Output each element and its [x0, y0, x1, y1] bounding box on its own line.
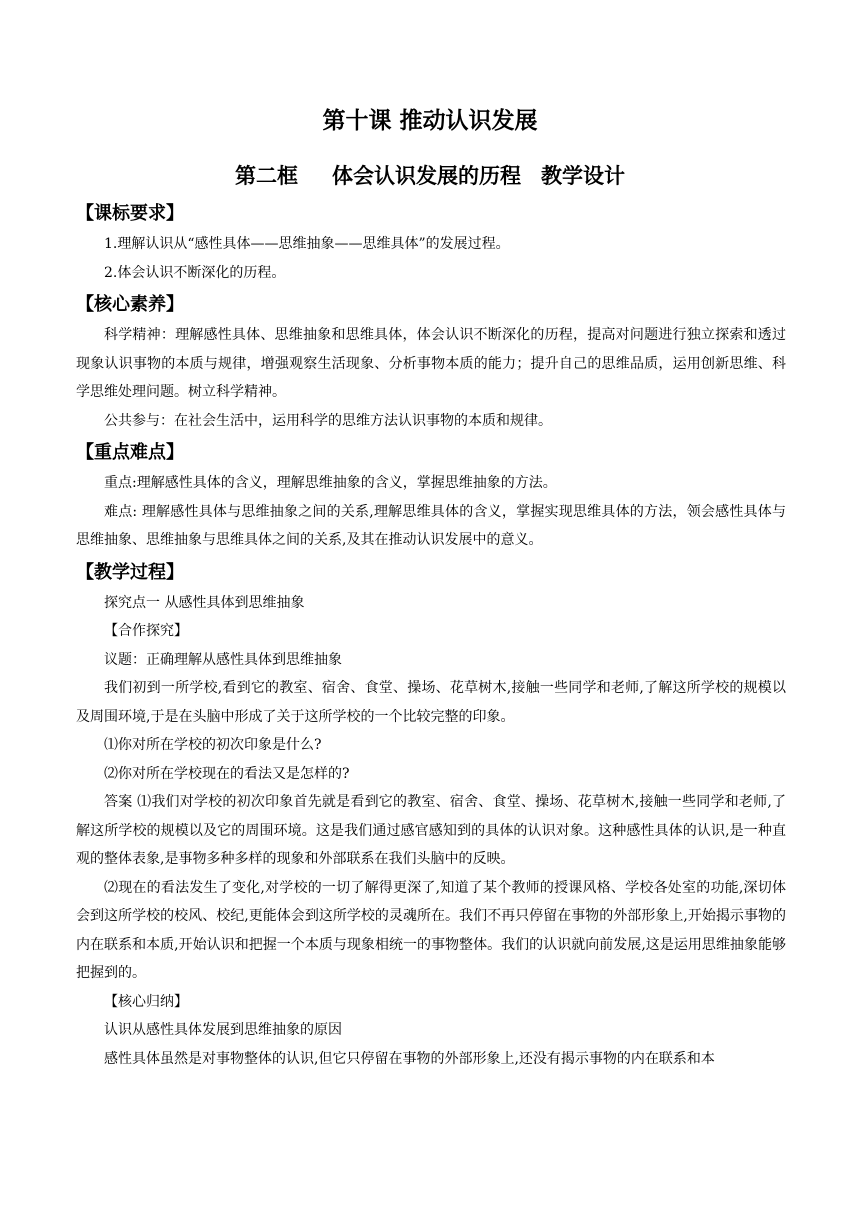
guocheng-item-8: ⑵现在的看法发生了变化,对学校的一切了解得更深了,知道了某个教师的授课风格、学校各处室的功能,深切体会到这所学校的校风、校纪,更能体会到这所学校的灵魂所在。我们不再只停留在事物的外部形象上,开始揭示事物的内在联系和本质,开始认识和把握一个本质与现象相统一的事物整体。我们的认识就向前发展,这是运用思维抽象能够把握到的。	[76, 879, 786, 981]
guocheng-item-4: 我们初到一所学校,看到它的教室、宿舍、食堂、操场、花草树木,接触一些同学和老师,了解这所学校的规模以及周围环境,于是在头脑中形成了关于这所学校的一个比较完整的印象。	[76, 680, 786, 725]
guocheng-item-1: 探究点一 从感性具体到思维抽象	[104, 594, 305, 611]
subtitle-part-1: 第二框	[235, 163, 298, 188]
guocheng-item-3: 议题：正确理解从感性具体到思维抽象	[104, 651, 342, 668]
guocheng-item-9: 【核心归纳】	[104, 993, 188, 1010]
guocheng-item-2: 【合作探究】	[104, 623, 188, 639]
document-title: 第十课 推动认识发展	[322, 107, 538, 134]
section-heading-guocheng: 【教学过程】	[76, 561, 184, 583]
section-heading-zhongdian: 【重点难点】	[76, 442, 184, 463]
guocheng-item-6: ⑵你对所在学校现在的看法又是怎样的?	[104, 765, 350, 782]
guocheng-item-7: 答案 ⑴我们对学校的初次印象首先就是看到它的教室、宿舍、食堂、操场、花草树木,接触一些同学和老师,了解这所学校的规模以及它的周围环境。这是我们通过感官感知到的具体的认识对象。这种感性具体的认识,是一种直观的整体表象,是事物多种多样的现象和外部联系在我们头脑中的反映。	[76, 794, 786, 867]
guocheng-item-11: 感性具体虽然是对事物整体的认识,但它只停留在事物的外部形象上,还没有揭示事物的内在联系和本	[104, 1050, 715, 1067]
zhongdian-item-1: 重点:理解感性具体的含义，理解思维抽象的含义，掌握思维抽象的方法。	[104, 475, 557, 491]
kebiao-item-2: 2.体会认识不断深化的历程。	[104, 264, 286, 281]
suyang-item-1: 科学精神：理解感性具体、思维抽象和思维具体，体会认识不断深化的历程，提高对问题进行独立探索和透过现象认识事物的本质与规律，增强观察生活现象、分析事物本质的能力；提升自己的思维品质，运用创新思维、科学思维处理问题。树立科学精神。	[76, 327, 786, 400]
suyang-item-2: 公共参与：在社会生活中，运用科学的思维方法认识事物的本质和规律。	[104, 412, 552, 429]
document-body	[76, 202, 786, 1073]
subtitle-part-3: 教学设计	[541, 163, 625, 188]
document-subtitle	[0, 160, 860, 190]
section-heading-kebiao: 【课标要求】	[76, 203, 184, 224]
subtitle-part-2: 体会认识发展的历程	[332, 163, 521, 188]
kebiao-item-1: 1.理解认识从“感性具体——思维抽象——思维具体”的发展过程。	[104, 236, 510, 252]
section-heading-suyang: 【核心素养】	[76, 294, 184, 315]
guocheng-item-5: ⑴你对所在学校的初次印象是什么?	[104, 737, 322, 753]
guocheng-item-10: 认识从感性具体发展到思维抽象的原因	[104, 1022, 342, 1038]
zhongdian-item-2: 难点: 理解感性具体与思维抽象之间的关系,理解思维具体的含义，掌握实现思维具体的方法，领会感性具体与思维抽象、思维抽象与思维具体之间的关系,及其在推动认识发展中的意义。	[76, 503, 786, 548]
